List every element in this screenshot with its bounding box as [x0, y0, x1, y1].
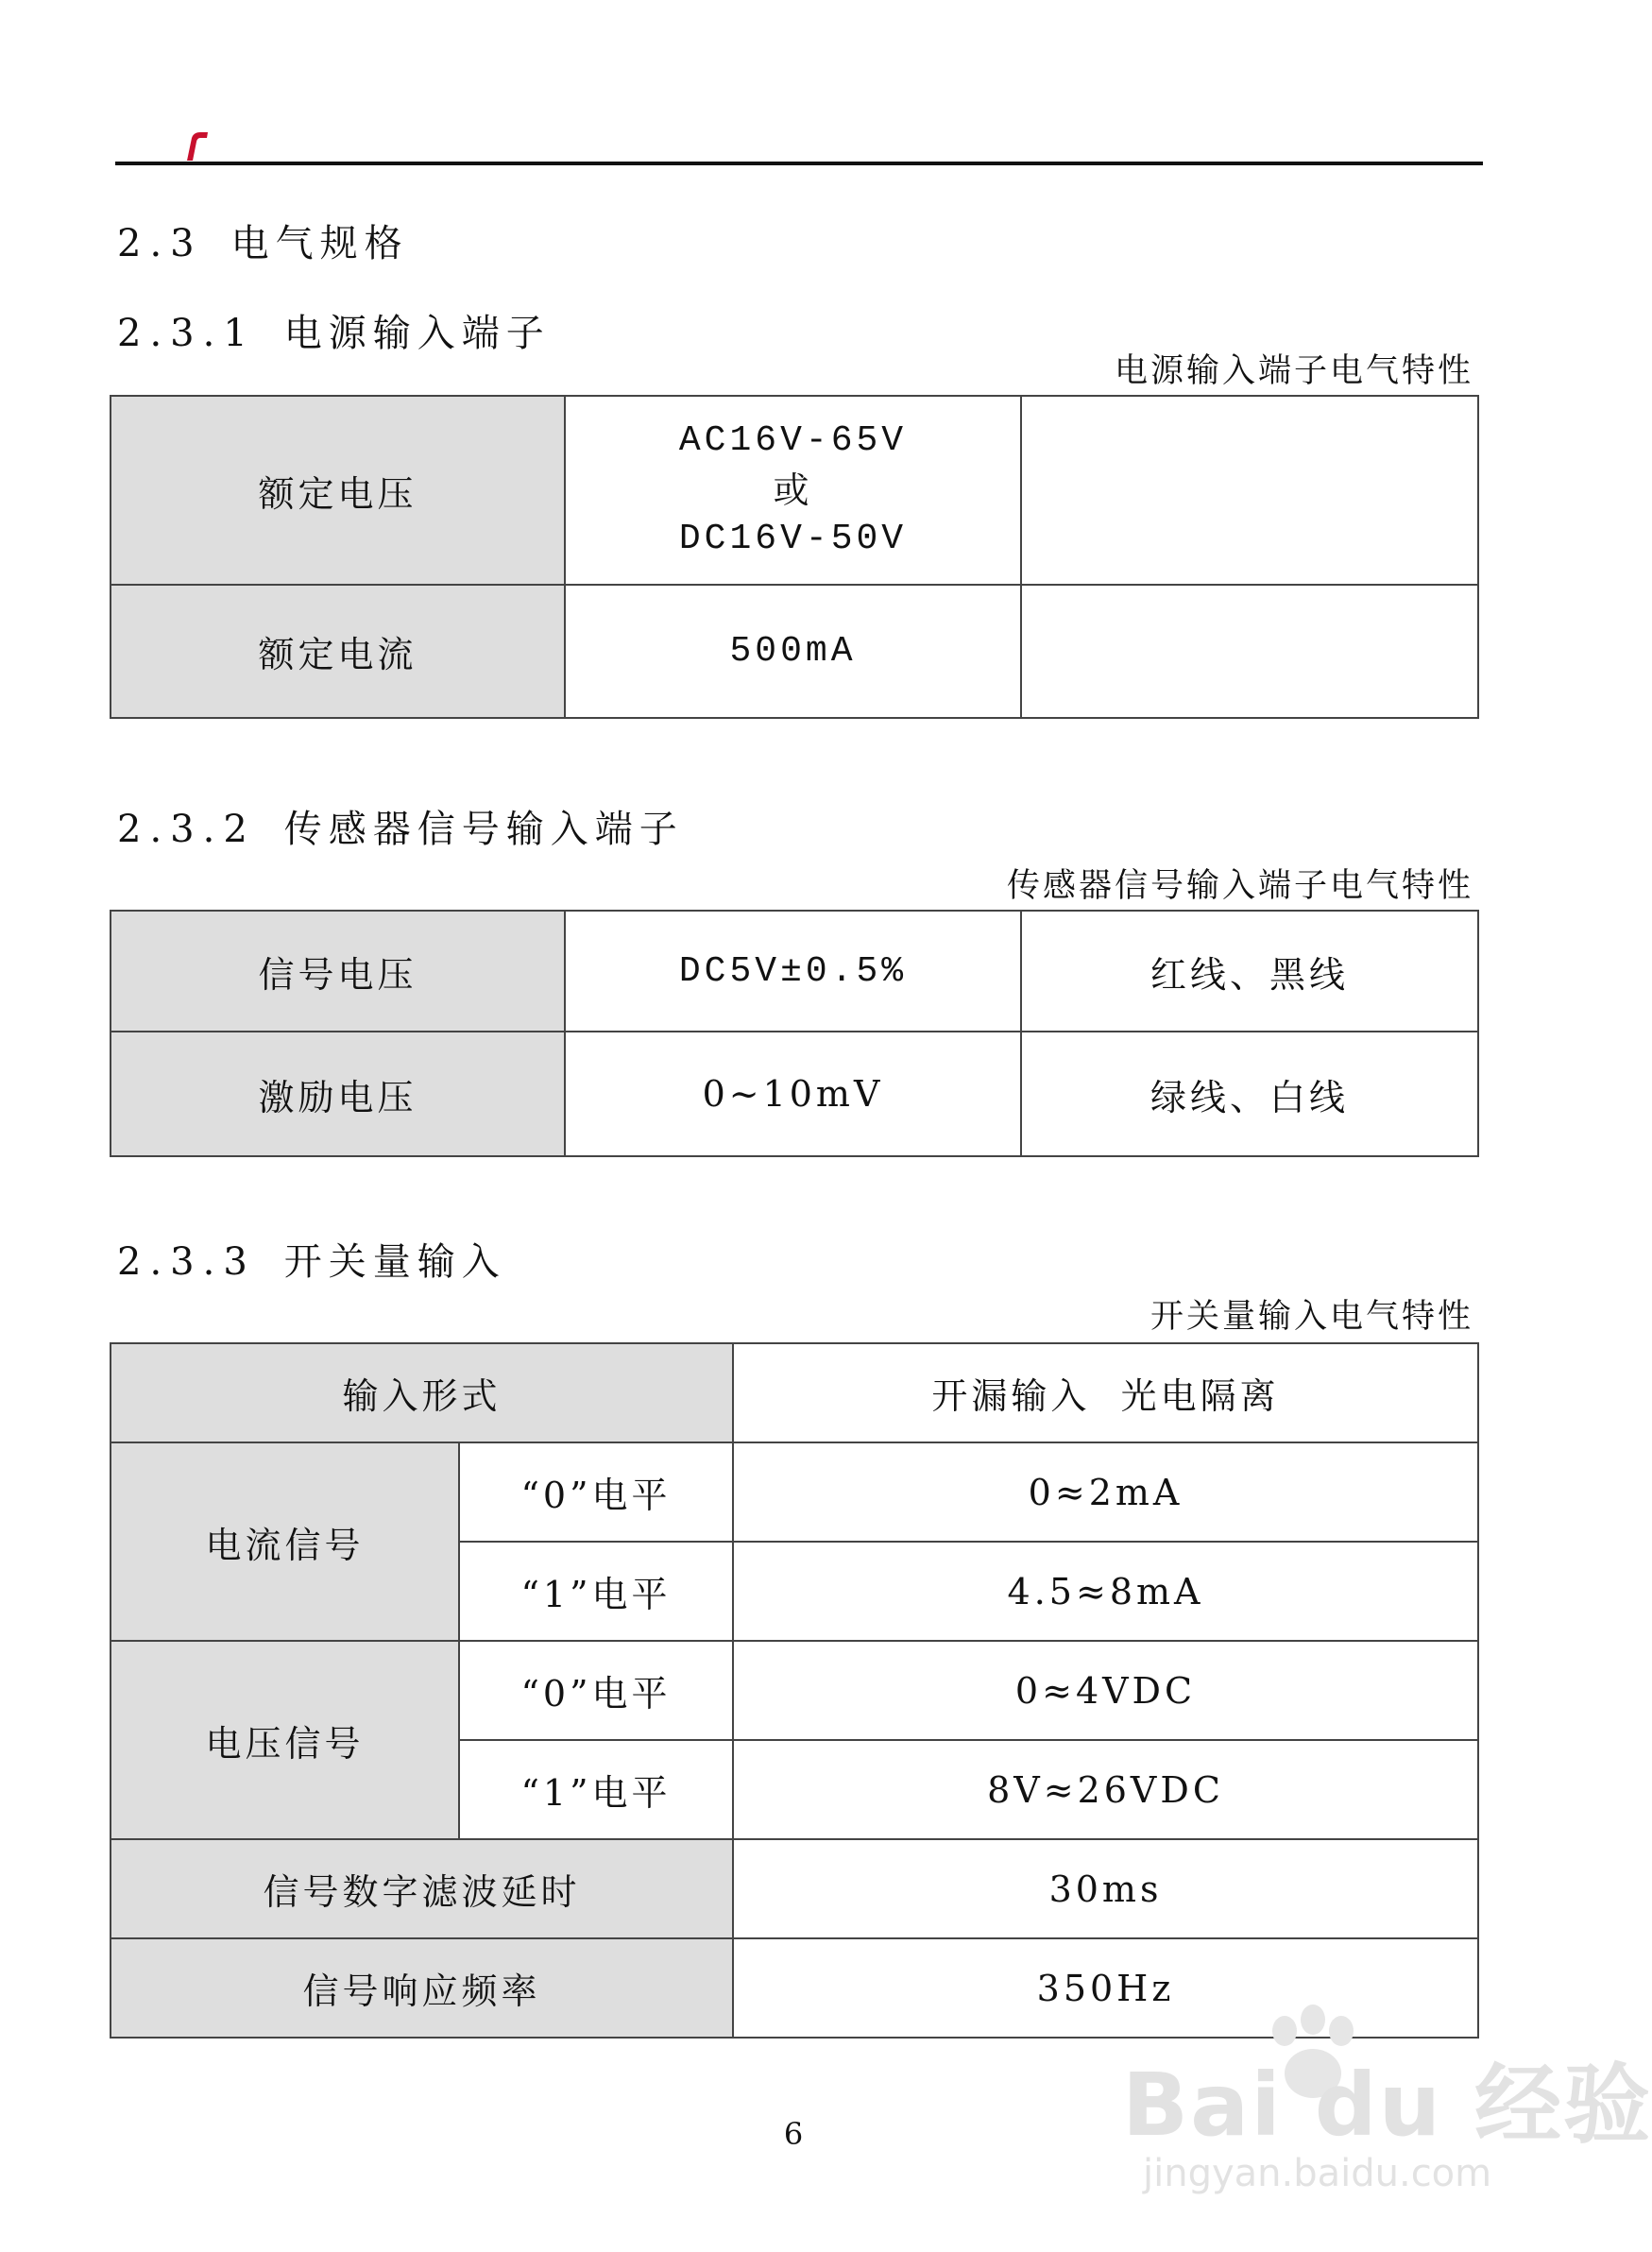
current-signal-label: 电流信号 [111, 1442, 459, 1641]
excitation-voltage-label: 激励电压 [111, 1032, 565, 1156]
signal-voltage-value: DC5V±0.5% [565, 911, 1021, 1032]
sub1-number: 2.3.1 [117, 312, 256, 355]
table-row [111, 1442, 1478, 1542]
rated-current-note [1021, 585, 1478, 718]
table-row [111, 396, 1478, 585]
voltage-level-1-value: 8V≈26VDC [733, 1740, 1478, 1839]
voltage-level-0-label: “0”电平 [459, 1641, 733, 1740]
rated-current-label: 额定电流 [111, 585, 565, 718]
brand-logo-icon [181, 132, 208, 161]
rated-voltage-label: 额定电压 [111, 396, 565, 585]
voltage-level-0-value: 0≈4VDC [733, 1641, 1478, 1740]
sub2-heading [117, 799, 684, 853]
table-row [111, 1343, 1478, 1442]
power-input-table [110, 395, 1479, 719]
section-title: 电气规格 [230, 222, 409, 265]
sub2-caption: 传感器信号输入端子电气特性 [1006, 867, 1473, 905]
baidu-watermark-logo: Bai du 经验 [1122, 2055, 1652, 2156]
voltage-level-1-label: “1”电平 [459, 1740, 733, 1839]
sub1-title: 电源输入端子 [283, 312, 551, 355]
current-level-1-value: 4.5≈8mA [733, 1542, 1478, 1641]
current-level-0-value: 0≈2mA [733, 1442, 1478, 1542]
filter-delay-label: 信号数字滤波延时 [111, 1839, 733, 1938]
voltage-signal-label: 电压信号 [111, 1641, 459, 1839]
table-row [111, 1032, 1478, 1156]
rated-voltage-or: 或 [773, 469, 813, 511]
current-level-0-label: “0”电平 [459, 1442, 733, 1542]
sub3-title: 开关量输入 [283, 1240, 506, 1284]
header-rule [115, 162, 1483, 165]
sub2-number: 2.3.2 [117, 808, 256, 851]
sub1-caption: 电源输入端子电气特性 [1114, 352, 1473, 390]
input-form-label: 输入形式 [111, 1343, 733, 1442]
section-number: 2.3 [117, 222, 203, 265]
sub3-caption: 开关量输入电气特性 [1150, 1298, 1473, 1336]
input-form-value: 开漏输入 光电隔离 [733, 1343, 1478, 1442]
rated-voltage-dc: DC16V-50V [678, 519, 908, 559]
rated-current-value: 500mA [565, 585, 1021, 718]
response-freq-label: 信号响应频率 [111, 1938, 733, 2038]
rated-voltage-value [565, 396, 1021, 585]
table-row [111, 911, 1478, 1032]
rated-voltage-note [1021, 396, 1478, 585]
table-row [111, 1641, 1478, 1740]
excitation-voltage-note: 绿线、白线 [1021, 1032, 1478, 1156]
section-heading [117, 213, 409, 267]
excitation-voltage-value: 0~10mV [565, 1032, 1021, 1156]
switch-input-table [110, 1342, 1479, 2039]
table-row [111, 585, 1478, 718]
current-level-1-label: “1”电平 [459, 1542, 733, 1641]
rated-voltage-ac: AC16V-65V [678, 420, 908, 461]
sub3-heading [117, 1232, 506, 1286]
sub2-title: 传感器信号输入端子 [283, 808, 684, 851]
sub1-heading [117, 303, 551, 357]
table-row [111, 1839, 1478, 1938]
filter-delay-value: 30ms [733, 1839, 1478, 1938]
signal-voltage-label: 信号电压 [111, 911, 565, 1032]
signal-voltage-note: 红线、黑线 [1021, 911, 1478, 1032]
page-number: 6 [783, 2116, 804, 2152]
sensor-input-table [110, 910, 1479, 1157]
sub3-number: 2.3.3 [117, 1240, 256, 1284]
response-freq-value: 350Hz [733, 1938, 1478, 2038]
baidu-watermark-site: jingyan.baidu.com [1143, 2152, 1492, 2195]
